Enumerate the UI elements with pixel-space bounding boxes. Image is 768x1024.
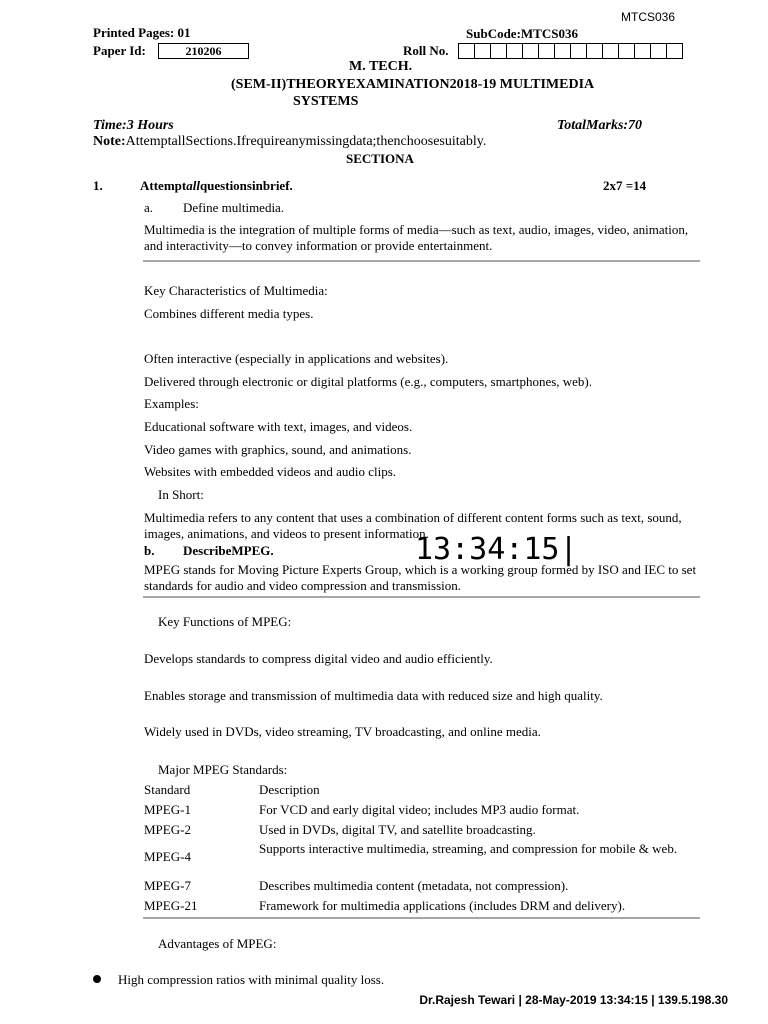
table-cell-standard: MPEG-2: [144, 822, 191, 837]
example-item: Websites with embedded videos and audio clips.: [144, 464, 397, 479]
advantages-heading: Advantages of MPEG:: [158, 936, 277, 951]
question-marks: 2x7 =14: [603, 178, 647, 193]
table-cell-description: Used in DVDs, digital TV, and satellite broadcasting.: [259, 822, 536, 837]
example-item: Educational software with text, images, and videos.: [144, 419, 413, 434]
standards-heading: Major MPEG Standards:: [158, 762, 288, 777]
printed-pages: Printed Pages: 01: [93, 25, 191, 40]
paper-id-box: 210206: [158, 43, 249, 59]
characteristic-item: Delivered through electronic or digital platforms (e.g., computers, smartphones, web).: [144, 374, 593, 389]
table-cell-description: Framework for multimedia applications (includes DRM and delivery).: [259, 898, 626, 913]
question-instruction: [140, 178, 293, 194]
table-cell-standard: MPEG-4: [144, 849, 191, 864]
table-cell-standard: MPEG-1: [144, 802, 191, 817]
instruction-pre: Attempt: [140, 178, 187, 193]
table-cell-standard: MPEG-21: [144, 898, 198, 913]
example-item: Video games with graphics, sound, and animations.: [144, 442, 412, 457]
note-text: AttemptallSections.Ifrequireanymissingdata;thenchoosesuitably.: [125, 134, 487, 149]
table-cell-description: Describes multimedia content (metadata, not compression).: [259, 878, 569, 893]
title-exam: (SEM-II)THEORYEXAMINATION2018-19 MULTIMEDIA: [231, 77, 595, 92]
exam-time: Time:3 Hours: [93, 118, 174, 133]
exam-note: [93, 134, 486, 150]
divider-1: [143, 260, 700, 262]
characteristic-item: Combines different media types.: [144, 306, 314, 321]
top-subject-code: MTCS036: [621, 10, 676, 24]
paper-id-label: Paper Id:: [93, 43, 146, 58]
function-item: Widely used in DVDs, video streaming, TV broadcasting, and online media.: [144, 724, 541, 739]
in-short-heading: In Short:: [158, 487, 204, 502]
subject-code: SubCode:MTCS036: [466, 26, 578, 41]
part-b-answer: MPEG stands for Moving Picture Experts Group, which is a working group formed by ISO and IEC to set standards for audio and video compression and transmission.: [144, 562, 697, 593]
part-a-label: a.: [144, 200, 154, 215]
table-header-description: Description: [259, 782, 320, 797]
divider-3: [143, 917, 700, 919]
bullet-icon: [93, 975, 101, 983]
function-item: Enables storage and transmission of multimedia data with reduced size and high quality.: [144, 688, 603, 703]
part-b-label: b.: [144, 543, 155, 558]
total-marks: TotalMarks:70: [557, 118, 643, 133]
part-a-question: Define multimedia.: [183, 200, 285, 215]
roll-no-boxes: [459, 43, 683, 58]
table-cell-description: Supports interactive multimedia, streaming, and compression for mobile & web.: [259, 841, 678, 856]
table-header-standard: Standard: [144, 782, 191, 797]
table-cell-standard: MPEG-7: [144, 878, 191, 893]
functions-heading: Key Functions of MPEG:: [158, 614, 292, 629]
instruction-post: questionsinbrief.: [199, 178, 293, 193]
advantage-item: High compression ratios with minimal quality loss.: [118, 972, 385, 987]
divider-2: [143, 596, 700, 598]
characteristic-item: Often interactive (especially in applications and websites).: [144, 351, 449, 366]
characteristics-heading: Key Characteristics of Multimedia:: [144, 283, 328, 298]
part-a-answer: Multimedia is the integration of multiple forms of media—such as text, audio, images, video, animation, and interactivity—to convey information or provide entertainment.: [144, 222, 689, 253]
footer-watermark: Dr.Rajesh Tewari | 28-May-2019 13:34:15 | 139.5.198.30: [419, 993, 728, 1007]
function-item: Develops standards to compress digital video and audio efficiently.: [144, 651, 493, 666]
title-subject: SYSTEMS: [293, 94, 359, 109]
roll-no-label: Roll No.: [403, 43, 449, 58]
part-b-question: DescribeMPEG.: [183, 543, 274, 558]
table-cell-description: For VCD and early digital video; includes MP3 audio format.: [259, 802, 580, 817]
section-heading: SECTIONA: [346, 151, 414, 166]
title-degree: M. TECH.: [349, 59, 413, 74]
timer-overlay: 13:34:15|: [415, 532, 578, 567]
instruction-italic: all: [186, 178, 200, 193]
question-number: 1.: [93, 178, 103, 193]
in-short-text: Multimedia refers to any content that uses a combination of different content forms such as text, sound, images, animations, and videos to present information.: [144, 510, 682, 541]
examples-heading: Examples:: [144, 396, 199, 411]
note-label: Note:: [93, 134, 126, 149]
